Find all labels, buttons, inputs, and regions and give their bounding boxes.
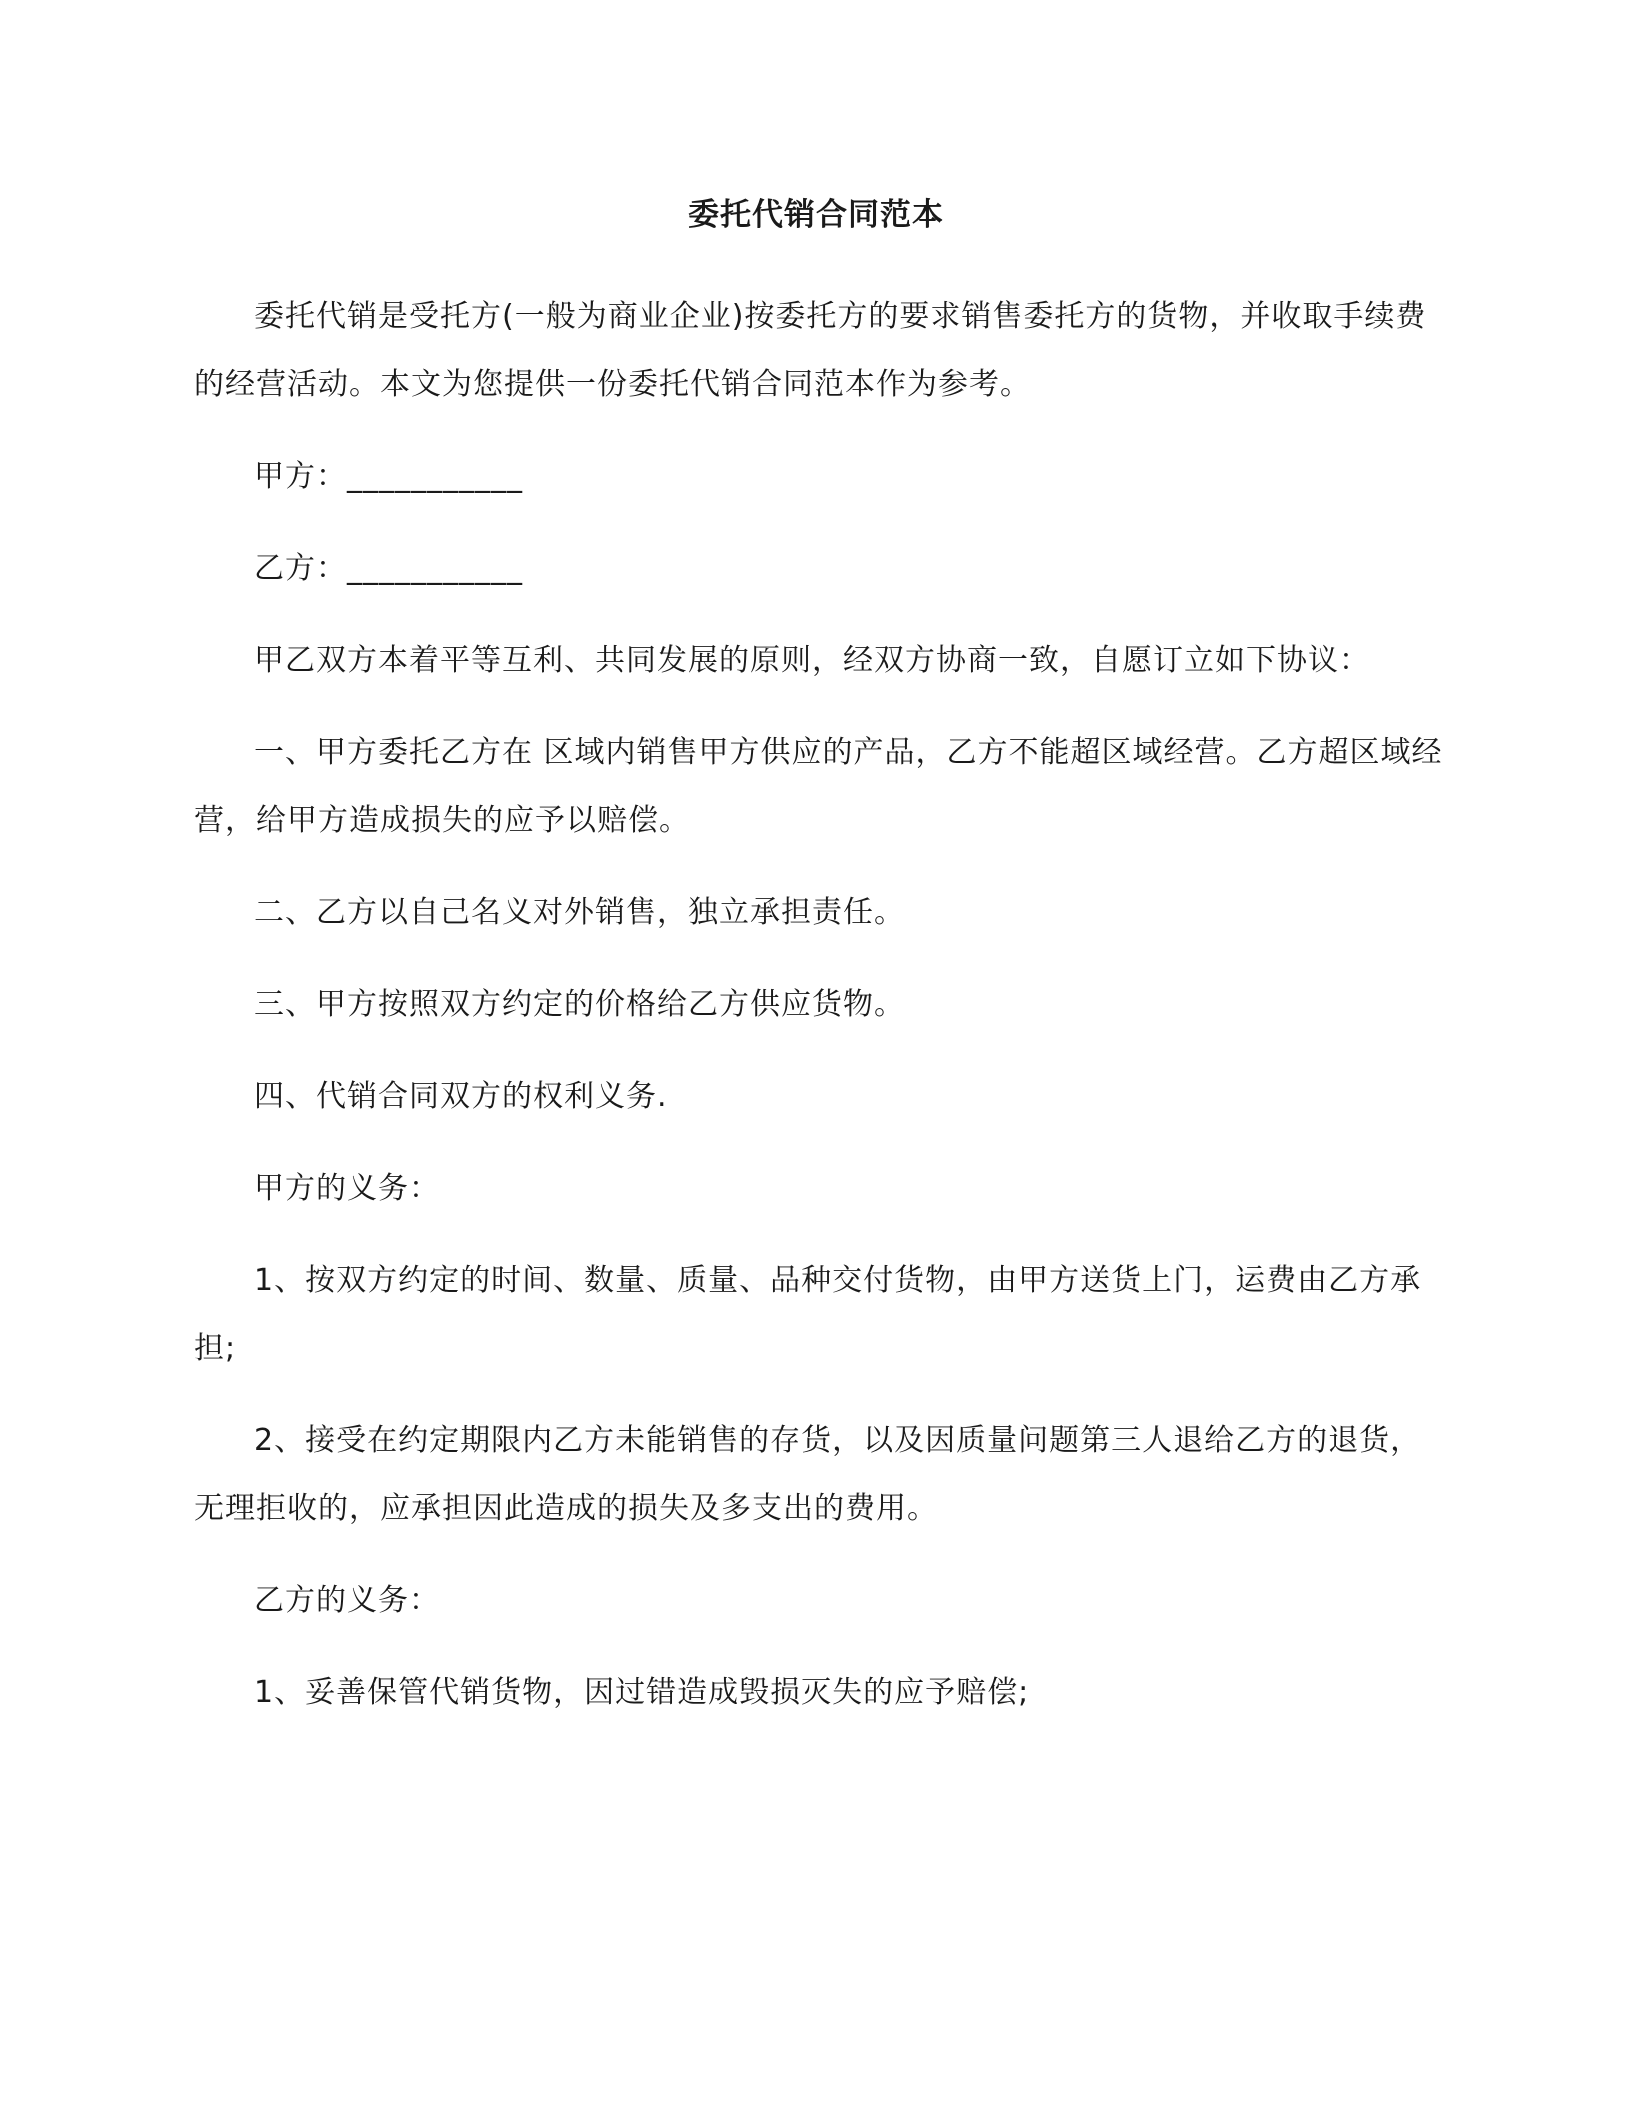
party-a-duty-1: 1、按双方约定的时间、数量、质量、品种交付货物，由甲方送货上门，运费由乙方承担; [194, 1263, 1422, 1366]
document-body [194, 283, 1444, 1727]
clause-3: 三、甲方按照双方约定的价格给乙方供应货物。 [254, 987, 905, 1022]
clause-2: 二、乙方以自己名义对外销售，独立承担责任。 [254, 895, 905, 930]
party-a-line: 甲方：___________ [254, 459, 523, 494]
document-title: 委托代销合同范本 [688, 197, 944, 233]
party-b-duties-heading: 乙方的义务： [254, 1583, 440, 1618]
agreement-preamble: 甲乙双方本着平等互利、共同发展的原则，经双方协商一致，自愿订立如下协议： [254, 643, 1370, 678]
party-b-line: 乙方：___________ [254, 551, 523, 586]
party-b-duty-1: 1、妥善保管代销货物，因过错造成毁损灭失的应予赔偿; [254, 1675, 1030, 1710]
party-a-duty-2: 2、接受在约定期限内乙方未能销售的存货，以及因质量问题第三人退给乙方的退货，无理拒收的，应承担因此造成的损失及多支出的费用。 [194, 1423, 1422, 1526]
intro-paragraph: 委托代销是受托方(一般为商业企业)按委托方的要求销售委托方的货物，并收取手续费的经营活动。本文为您提供一份委托代销合同范本作为参考。 [194, 299, 1427, 402]
clause-1: 一、甲方委托乙方在 区域内销售甲方供应的产品，乙方不能超区域经营。乙方超区域经营，给甲方造成损失的应予以赔偿。 [194, 735, 1443, 838]
clause-4: 四、代销合同双方的权利义务. [254, 1079, 668, 1114]
party-a-duties-heading: 甲方的义务： [254, 1171, 440, 1206]
